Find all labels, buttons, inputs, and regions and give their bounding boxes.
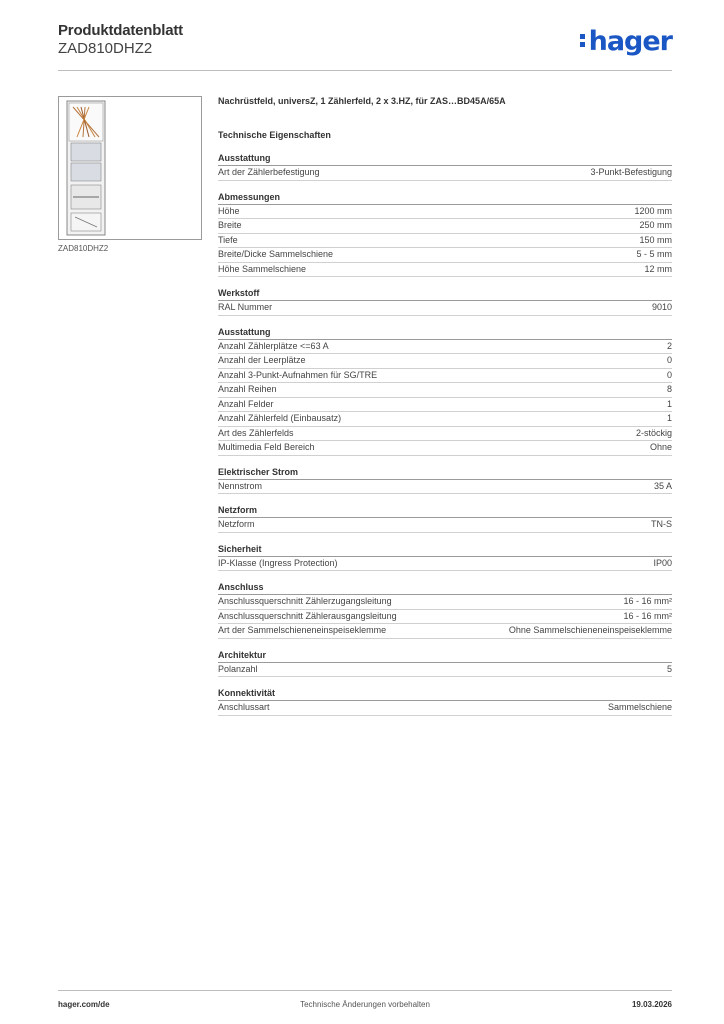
spec-row bbox=[218, 263, 672, 278]
section-title: Elektrischer Strom bbox=[218, 466, 672, 480]
spec-row bbox=[218, 441, 672, 456]
product-description: Nachrüstfeld, universZ, 1 Zählerfeld, 2 x 3.HZ, für ZAS…BD45A/65A bbox=[218, 96, 506, 106]
product-image bbox=[58, 96, 202, 240]
spec-label: Anzahl Reihen bbox=[218, 384, 277, 394]
spec-label: Art des Zählerfelds bbox=[218, 427, 294, 438]
spec-value: 9010 bbox=[651, 302, 672, 312]
spec-value: 250 mm bbox=[639, 220, 672, 230]
spec-value: 5 bbox=[666, 663, 672, 674]
spec-content bbox=[218, 96, 672, 726]
spec-section bbox=[218, 326, 672, 456]
spec-label: Tiefe bbox=[218, 234, 238, 245]
spec-section bbox=[218, 287, 672, 316]
section-title: Werkstoff bbox=[218, 287, 672, 301]
spec-section bbox=[218, 649, 672, 678]
spec-value: Ohne Sammelschieneneinspeiseklemme bbox=[508, 625, 672, 635]
spec-label: Anschlussquerschnitt Zählerzugangsleitung bbox=[218, 596, 392, 606]
section-title: Ausstattung bbox=[218, 326, 672, 340]
section-title: Ausstattung bbox=[218, 152, 672, 166]
spec-sections bbox=[218, 152, 672, 716]
section-title: Abmessungen bbox=[218, 191, 672, 205]
spec-label: Höhe bbox=[218, 205, 240, 216]
spec-section bbox=[218, 687, 672, 716]
spec-row bbox=[218, 518, 672, 533]
spec-label: RAL Nummer bbox=[218, 302, 273, 312]
spec-label: Multimedia Feld Bereich bbox=[218, 442, 315, 452]
spec-label: Nennstrom bbox=[218, 480, 263, 491]
spec-row bbox=[218, 205, 672, 220]
spec-label: Art der Zählerbefestigung bbox=[218, 167, 320, 177]
logo-dots-icon bbox=[580, 34, 585, 50]
spec-value: TN-S bbox=[651, 519, 672, 529]
spec-value: 16 - 16 mm² bbox=[623, 610, 672, 621]
spec-row bbox=[218, 427, 672, 442]
spec-section bbox=[218, 504, 672, 533]
spec-value: 16 - 16 mm² bbox=[623, 596, 672, 606]
spec-row bbox=[218, 369, 672, 384]
spec-label: Anzahl der Leerplätze bbox=[218, 355, 306, 365]
spec-value: 1200 mm bbox=[634, 205, 672, 216]
spec-section bbox=[218, 191, 672, 278]
spec-row bbox=[218, 340, 672, 355]
footer-notice: Technische Änderungen vorbehalten bbox=[300, 1000, 430, 1009]
spec-label: Anzahl 3-Punkt-Aufnahmen für SG/TRE bbox=[218, 369, 378, 380]
tech-heading: Technische Eigenschaften bbox=[218, 130, 331, 140]
spec-row bbox=[218, 610, 672, 625]
page-header bbox=[58, 22, 672, 71]
spec-section bbox=[218, 543, 672, 572]
logo-text: hager bbox=[588, 26, 672, 57]
section-title: Anschluss bbox=[218, 581, 672, 595]
spec-row bbox=[218, 624, 672, 639]
footer-website-link[interactable]: hager.com/de bbox=[58, 1000, 110, 1009]
spec-label: Anzahl Felder bbox=[218, 398, 274, 409]
spec-section bbox=[218, 152, 672, 181]
spec-label: Anschlussquerschnitt Zählerausgangsleitung bbox=[218, 610, 397, 621]
spec-value: 2 bbox=[666, 340, 672, 351]
section-title: Netzform bbox=[218, 504, 672, 518]
spec-label: IP-Klasse (Ingress Protection) bbox=[218, 557, 338, 568]
spec-value: 0 bbox=[666, 369, 672, 380]
spec-row bbox=[218, 354, 672, 369]
spec-label: Art der Sammelschieneneinspeiseklemme bbox=[218, 625, 387, 635]
spec-value: 1 bbox=[666, 413, 672, 423]
footer-date: 19.03.2026 bbox=[631, 1000, 672, 1009]
spec-row bbox=[218, 595, 672, 610]
spec-row bbox=[218, 248, 672, 263]
spec-row bbox=[218, 480, 672, 495]
spec-value: 5 - 5 mm bbox=[636, 249, 672, 259]
spec-row bbox=[218, 301, 672, 316]
spec-row bbox=[218, 166, 672, 181]
spec-value: 2-stöckig bbox=[635, 427, 672, 438]
spec-row bbox=[218, 383, 672, 398]
spec-value: 0 bbox=[666, 355, 672, 365]
spec-label: Breite/Dicke Sammelschiene bbox=[218, 249, 334, 259]
spec-row bbox=[218, 412, 672, 427]
spec-row bbox=[218, 557, 672, 572]
spec-label: Anzahl Zählerfeld (Einbausatz) bbox=[218, 413, 342, 423]
spec-label: Höhe Sammelschiene bbox=[218, 263, 307, 274]
page-footer bbox=[58, 990, 672, 1013]
section-title: Architektur bbox=[218, 649, 672, 663]
spec-value: 12 mm bbox=[644, 263, 672, 274]
spec-value: IP00 bbox=[653, 557, 672, 568]
product-model: ZAD810DHZ2 bbox=[58, 40, 153, 57]
spec-label: Anschlussart bbox=[218, 702, 270, 712]
spec-label: Netzform bbox=[218, 519, 255, 529]
spec-value: 3-Punkt-Befestigung bbox=[590, 167, 672, 177]
section-title: Sicherheit bbox=[218, 543, 672, 557]
spec-value: Sammelschiene bbox=[607, 702, 672, 712]
spec-label: Breite bbox=[218, 220, 242, 230]
spec-row bbox=[218, 398, 672, 413]
document-title: Produktdatenblatt bbox=[58, 22, 183, 39]
spec-label: Anzahl Zählerplätze <=63 A bbox=[218, 340, 329, 351]
image-caption: ZAD810DHZ2 bbox=[58, 244, 109, 253]
section-title: Konnektivität bbox=[218, 687, 672, 701]
spec-row bbox=[218, 234, 672, 249]
meter-cabinet-illustration bbox=[59, 97, 201, 239]
hager-logo[interactable] bbox=[589, 26, 672, 57]
spec-value: 8 bbox=[666, 384, 672, 394]
spec-row bbox=[218, 701, 672, 716]
spec-label: Polanzahl bbox=[218, 663, 258, 674]
spec-section bbox=[218, 466, 672, 495]
spec-value: 150 mm bbox=[639, 234, 672, 245]
spec-value: 1 bbox=[666, 398, 672, 409]
spec-section bbox=[218, 581, 672, 639]
spec-row bbox=[218, 219, 672, 234]
spec-value: Ohne bbox=[649, 442, 672, 452]
spec-row bbox=[218, 663, 672, 678]
spec-value: 35 A bbox=[653, 480, 672, 491]
